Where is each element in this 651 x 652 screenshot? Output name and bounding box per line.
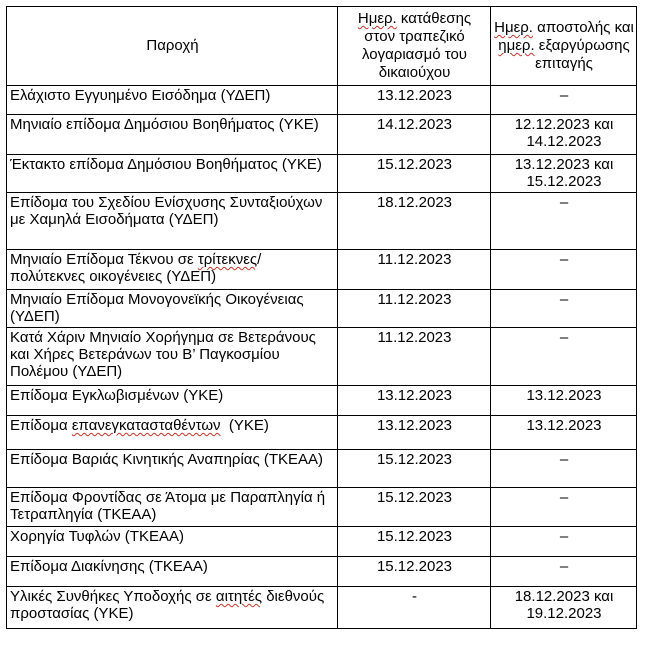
benefit-cell: Επίδομα επανεγκατασταθέντων (ΥΚΕ): [7, 416, 338, 450]
benefit-cell: Επίδομα Βαριάς Κινητικής Αναπηρίας (ΤΚΕΑΑ): [7, 450, 338, 488]
benefits-document: [6, 6, 637, 629]
table-row: [7, 416, 637, 450]
send-date-cell: –: [491, 290, 637, 328]
deposit-date-cell: 15.12.2023: [338, 557, 491, 587]
table-row: [7, 193, 637, 250]
send-date-cell: –: [491, 193, 637, 250]
table-row: [7, 115, 637, 155]
table-row: [7, 587, 637, 629]
send-date-cell: –: [491, 328, 637, 386]
table-row: [7, 328, 637, 386]
spellcheck-word: τρίτεκνες: [197, 251, 258, 268]
benefits-payment-table: [6, 6, 637, 629]
benefit-cell: Ελάχιστο Εγγυημένο Εισόδημα (ΥΔΕΠ): [7, 86, 338, 115]
send-date-cell: 13.12.2023: [491, 416, 637, 450]
deposit-date-cell: 15.12.2023: [338, 527, 491, 557]
benefit-cell: Κατά Χάριν Μηνιαίο Χορήγημα σε Βετεράνους και Χήρες Βετεράνων του Β’ Παγκοσμίου Πολέμου (ΥΔΕΠ): [7, 328, 338, 386]
header-send-date-tail: εξαργύρωσης επιταγής: [534, 37, 630, 72]
benefit-cell: Επίδομα Διακίνησης (ΤΚΕΑΑ): [7, 557, 338, 587]
benefit-cell: Επίδομα Εγκλωβισμένων (ΥΚΕ): [7, 386, 338, 416]
deposit-date-cell: 13.12.2023: [338, 86, 491, 115]
spellcheck-word: αιτητές: [215, 588, 263, 605]
header-send-date-abbrev-2: ημερ.: [498, 37, 535, 54]
benefit-cell: Υλικές Συνθήκες Υποδοχής σε αιτητές διεθνούς προστασίας (ΥΚΕ): [7, 587, 338, 629]
benefit-cell: Έκτακτο επίδομα Δημόσιου Βοηθήματος (ΥΚΕ): [7, 155, 338, 193]
benefit-cell: Μηνιαίο Επίδομα Μονογονεϊκής Οικογένειας (ΥΔΕΠ): [7, 290, 338, 328]
table-row: [7, 155, 637, 193]
deposit-date-cell: 15.12.2023: [338, 155, 491, 193]
benefit-cell: Μηνιαίο Επίδομα Τέκνου σε τρίτεκνες/ πολύτεκνες οικογένειες (ΥΔΕΠ): [7, 250, 338, 290]
header-send-date-abbrev: Ημερ.: [494, 19, 533, 36]
benefit-cell: Μηνιαίο επίδομα Δημόσιου Βοηθήματος (ΥΚΕ): [7, 115, 338, 155]
deposit-date-cell: 14.12.2023: [338, 115, 491, 155]
send-date-cell: 18.12.2023 και 19.12.2023: [491, 587, 637, 629]
table-row: [7, 250, 637, 290]
header-deposit-date-text: κατάθεσης στον τραπεζικό λογαριασμό του δικαιούχου: [362, 10, 472, 81]
deposit-date-cell: -: [338, 587, 491, 629]
deposit-date-cell: 15.12.2023: [338, 450, 491, 488]
send-date-cell: –: [491, 450, 637, 488]
table-row: [7, 557, 637, 587]
send-date-cell: –: [491, 250, 637, 290]
send-date-cell: –: [491, 86, 637, 115]
deposit-date-cell: 11.12.2023: [338, 328, 491, 386]
header-deposit-date: [338, 7, 491, 86]
benefit-cell: Επίδομα Φροντίδας σε Άτομα με Παραπληγία ή Τετραπληγία (ΤΚΕΑΑ): [7, 488, 338, 527]
deposit-date-cell: 13.12.2023: [338, 386, 491, 416]
spellcheck-word: επανεγκατασταθέντων: [71, 417, 221, 434]
deposit-date-cell: 11.12.2023: [338, 290, 491, 328]
table-row: [7, 488, 637, 527]
deposit-date-cell: 11.12.2023: [338, 250, 491, 290]
send-date-cell: 13.12.2023: [491, 386, 637, 416]
deposit-date-cell: 15.12.2023: [338, 488, 491, 527]
table-row: [7, 386, 637, 416]
header-send-date: [491, 7, 637, 86]
header-benefit: Παροχή: [7, 7, 338, 86]
send-date-cell: –: [491, 527, 637, 557]
header-send-date-text: αποστολής και: [532, 19, 634, 36]
benefit-cell: Χορηγία Τυφλών (ΤΚΕΑΑ): [7, 527, 338, 557]
table-row: [7, 290, 637, 328]
header-deposit-date-abbrev: Ημερ.: [357, 10, 397, 27]
benefit-cell: Επίδομα του Σχεδίου Ενίσχυσης Συνταξιούχων με Χαμηλά Εισοδήματα (ΥΔΕΠ): [7, 193, 338, 250]
table-row: [7, 527, 637, 557]
table-row: [7, 86, 637, 115]
table-row: [7, 450, 637, 488]
deposit-date-cell: 13.12.2023: [338, 416, 491, 450]
header-row: [7, 7, 637, 86]
deposit-date-cell: 18.12.2023: [338, 193, 491, 250]
send-date-cell: –: [491, 557, 637, 587]
send-date-cell: 13.12.2023 και 15.12.2023: [491, 155, 637, 193]
send-date-cell: 12.12.2023 και 14.12.2023: [491, 115, 637, 155]
send-date-cell: –: [491, 488, 637, 527]
